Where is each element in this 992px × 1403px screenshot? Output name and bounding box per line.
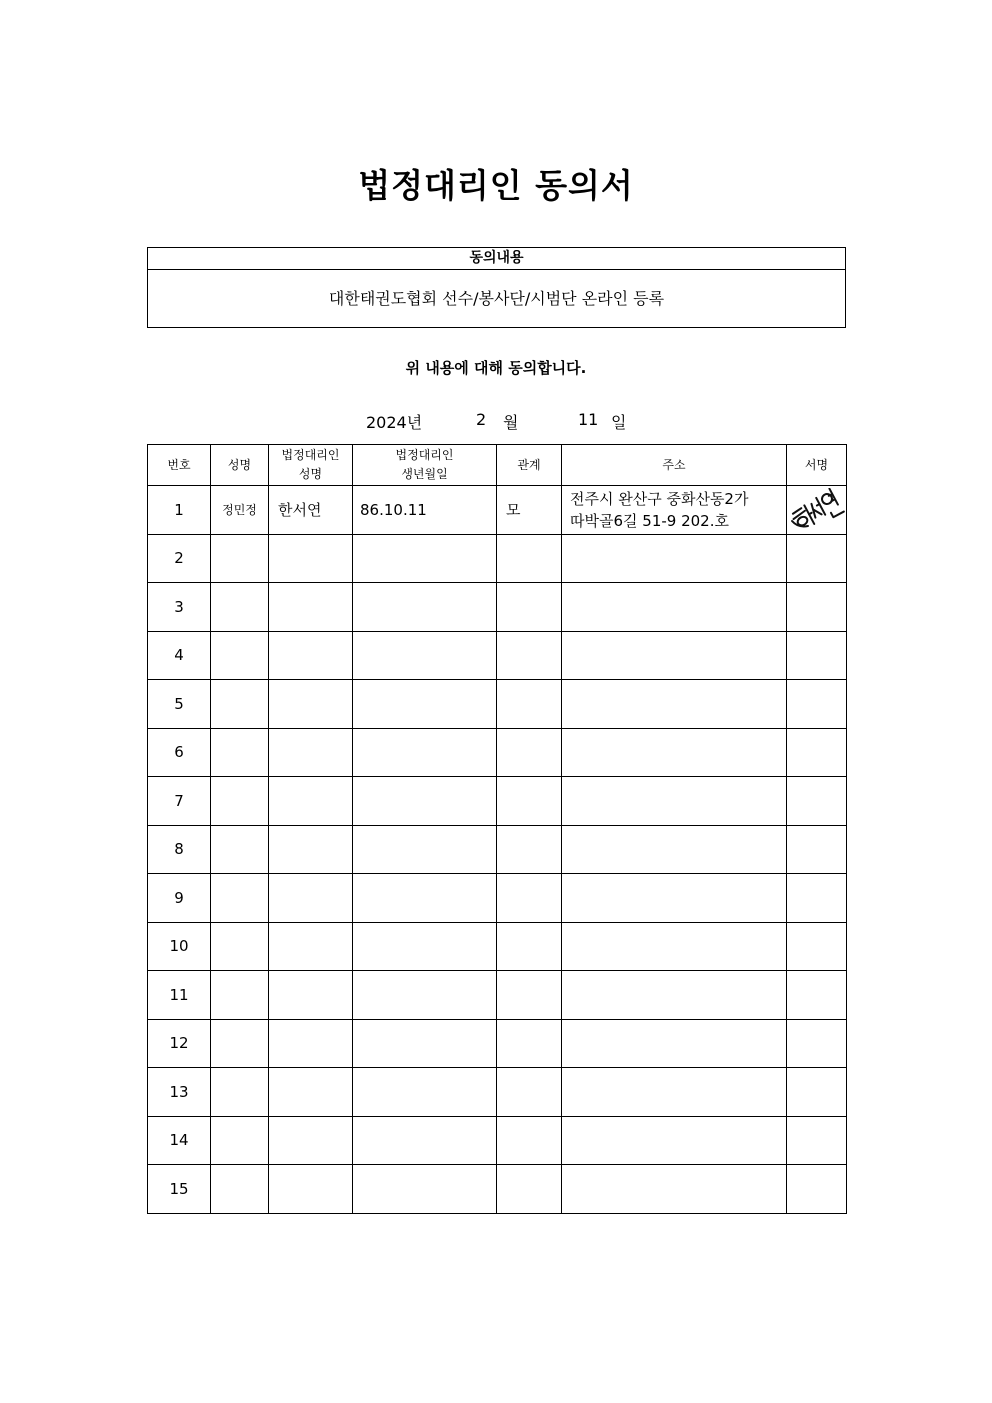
date-day-label: 일 [611, 413, 627, 432]
table-row [148, 825, 847, 874]
table-row [148, 971, 847, 1020]
header-guardian-birth [353, 445, 497, 486]
row-number: 2 [148, 534, 211, 583]
row-number: 10 [148, 922, 211, 971]
row-number: 8 [148, 825, 211, 874]
row-address [562, 486, 787, 535]
row-address-line1: 전주시 완산구 중화산동2가 [570, 489, 749, 508]
row-number: 15 [148, 1165, 211, 1214]
header-guardian-name-line2: 성명 [298, 467, 323, 481]
consent-heading: 동의내용 [148, 248, 845, 270]
date-month: 2 [476, 410, 487, 429]
row-name: 정민정 [211, 486, 269, 535]
row-number: 13 [148, 1068, 211, 1117]
row-number: 3 [148, 583, 211, 632]
row-number: 7 [148, 777, 211, 826]
header-relation: 관계 [497, 445, 562, 486]
header-guardian-birth-line1: 법정대리인 [395, 448, 454, 462]
table-row [148, 1165, 847, 1214]
table-row [148, 1019, 847, 1068]
table-row [148, 874, 847, 923]
table-row [148, 680, 847, 729]
guardian-table [147, 444, 847, 1214]
row-relation: 모 [497, 486, 562, 535]
row-number: 11 [148, 971, 211, 1020]
table-row [148, 534, 847, 583]
date-year: 2024년 [366, 413, 423, 432]
date-day: 11 [578, 410, 599, 429]
table-header-row [148, 445, 847, 486]
table-row [148, 1068, 847, 1117]
row-number: 14 [148, 1116, 211, 1165]
header-guardian-name [269, 445, 353, 486]
signature-image [788, 488, 846, 532]
header-guardian-birth-line2: 생년월일 [401, 467, 448, 481]
consent-box [147, 247, 846, 328]
consent-text: 대한태권도협회 선수/봉사단/시범단 온라인 등록 [328, 289, 665, 308]
header-name: 성명 [211, 445, 269, 486]
row-number: 4 [148, 631, 211, 680]
table-row [148, 922, 847, 971]
row-guardian-birth: 86.10.11 [353, 486, 497, 535]
header-signature: 서명 [787, 445, 847, 486]
row-address-line2: 따박골6길 51-9 202.호 [570, 511, 729, 530]
header-number: 번호 [148, 445, 211, 486]
row-number: 1 [148, 486, 211, 535]
row-number: 9 [148, 874, 211, 923]
date-month-label: 월 [503, 413, 519, 432]
row-number: 12 [148, 1019, 211, 1068]
agree-statement: 위 내용에 대해 동의합니다. [405, 359, 587, 377]
document-title: 법정대리인 동의서 [358, 166, 634, 205]
header-guardian-name-line1: 법정대리인 [281, 448, 340, 462]
row-signature [787, 486, 847, 535]
table-row [148, 631, 847, 680]
table-row [148, 777, 847, 826]
row-number: 5 [148, 680, 211, 729]
table-row [148, 486, 847, 535]
table-row [148, 1116, 847, 1165]
table-row [148, 583, 847, 632]
header-address: 주소 [562, 445, 787, 486]
row-number: 6 [148, 728, 211, 777]
row-guardian-name: 한서연 [269, 486, 353, 535]
table-row [148, 728, 847, 777]
